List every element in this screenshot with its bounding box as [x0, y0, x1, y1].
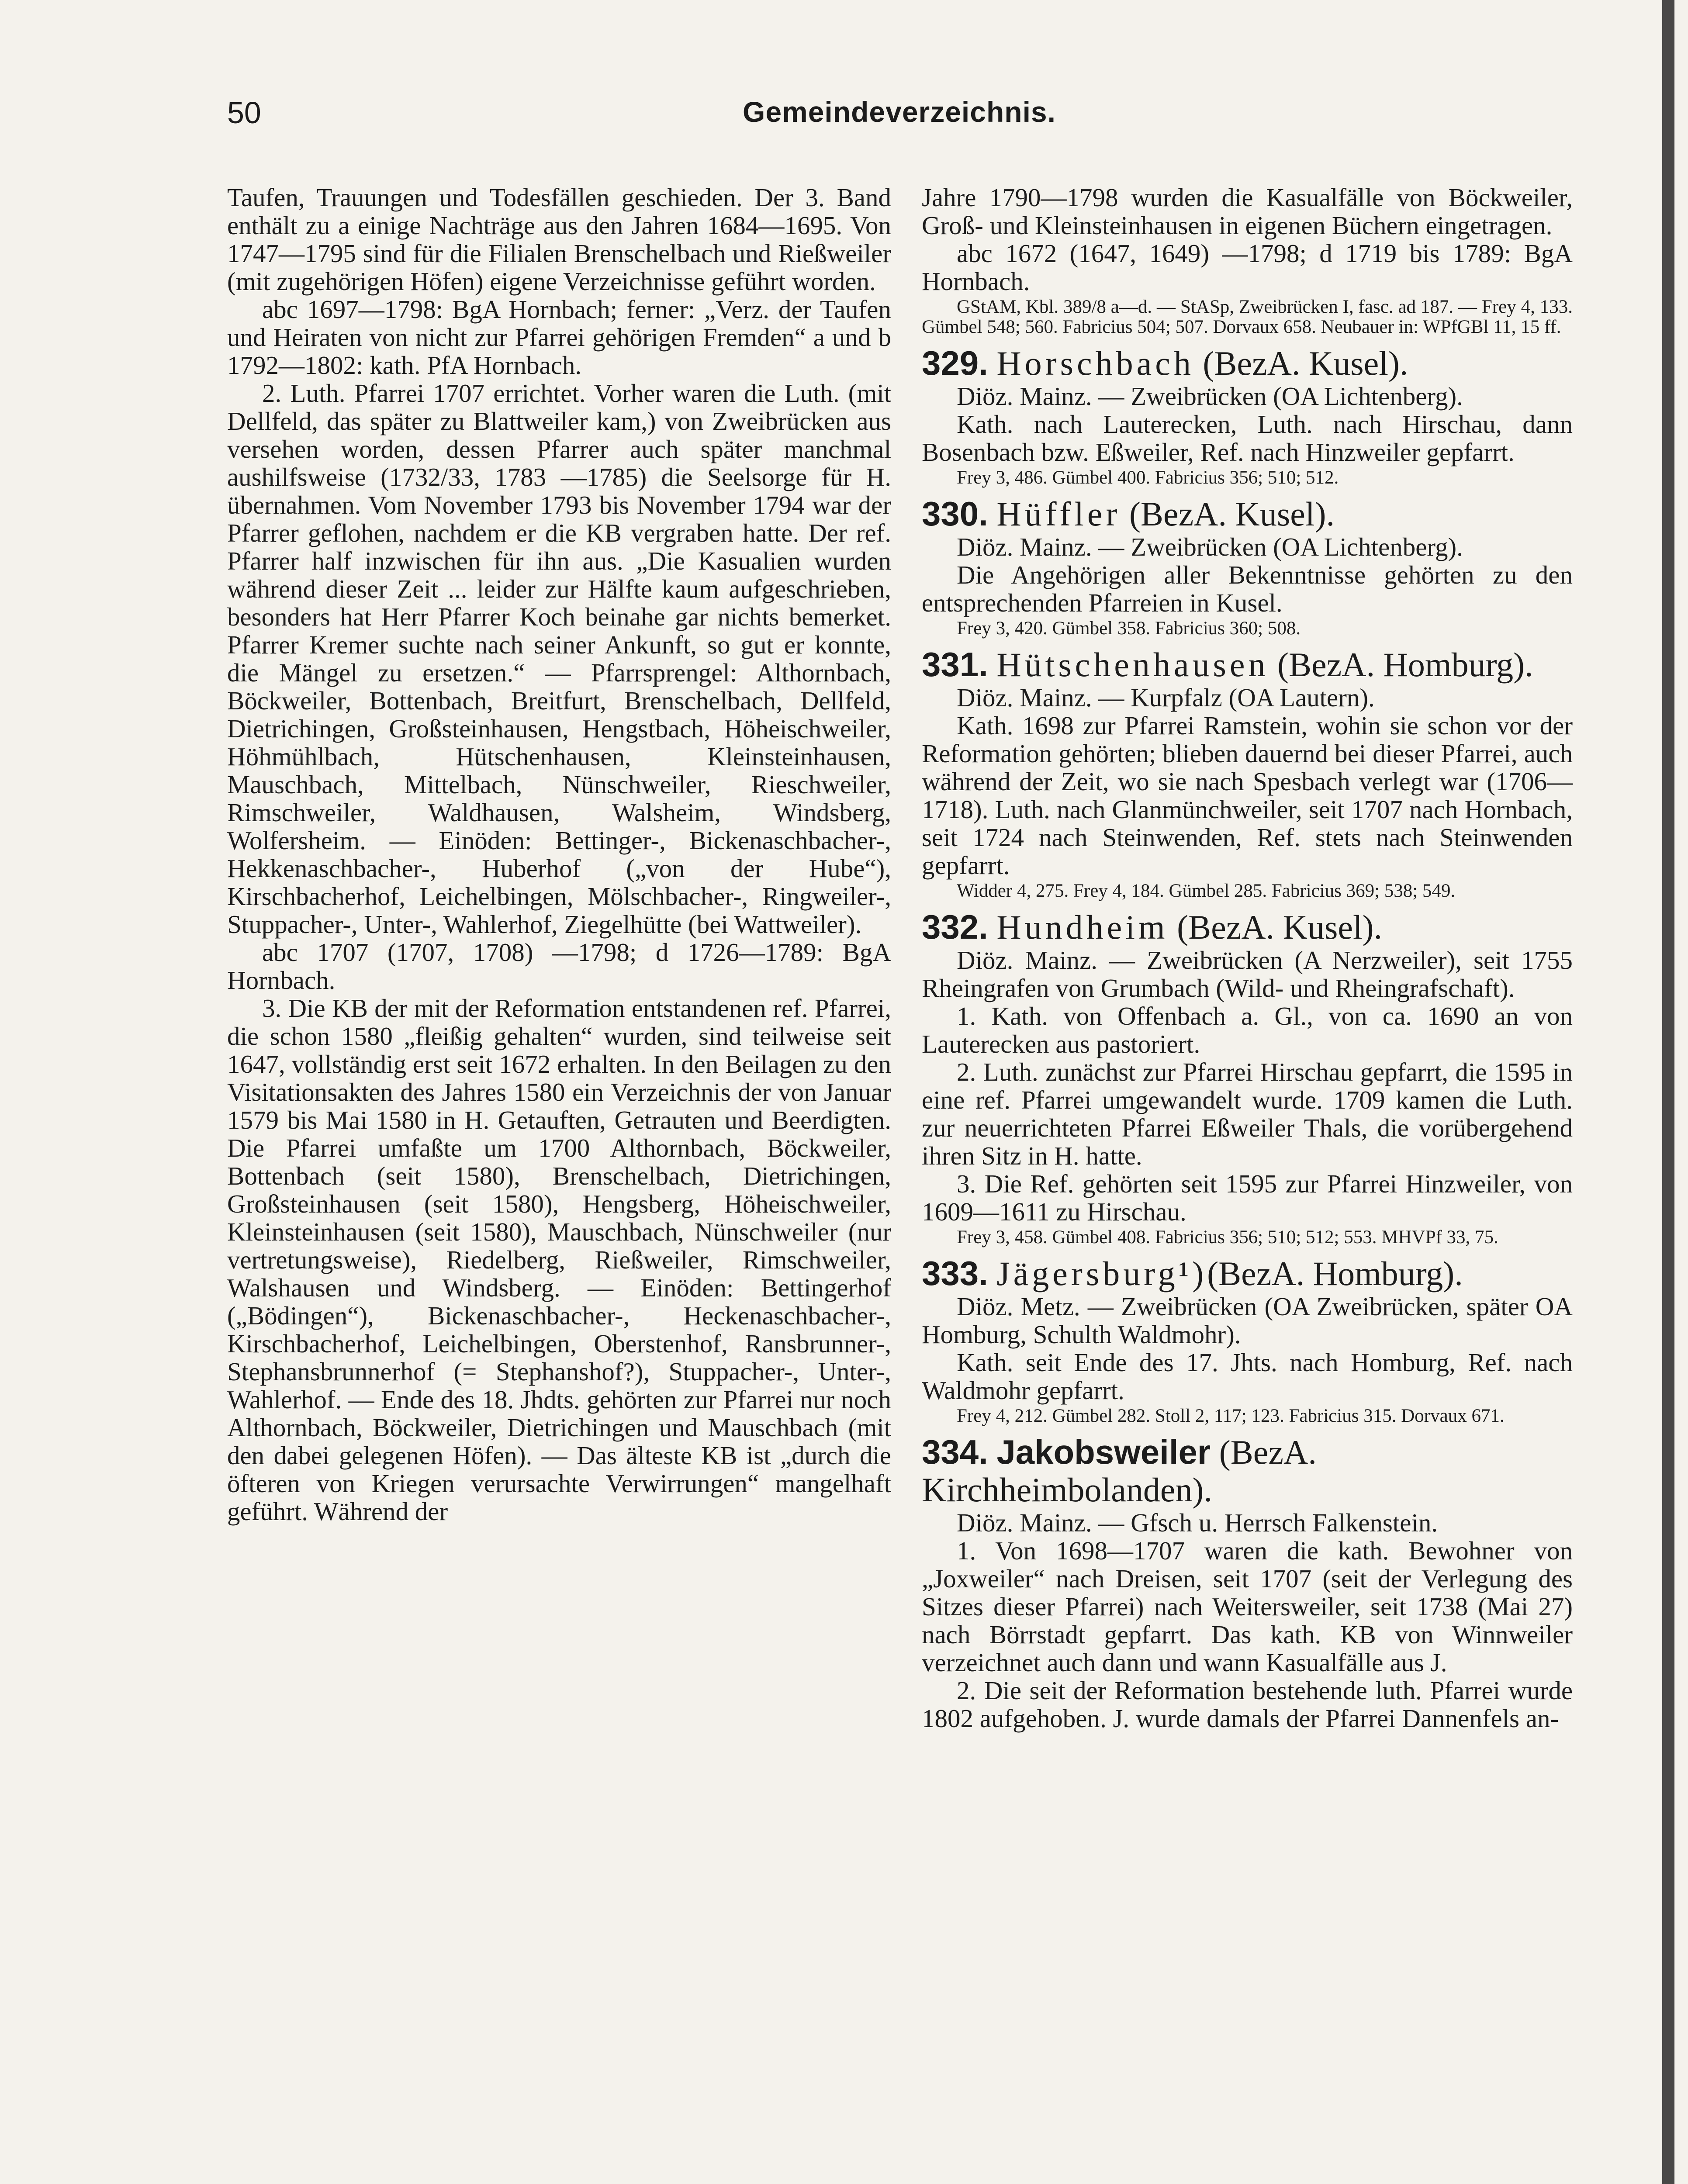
district: (BezA. Homburg). [1207, 1254, 1463, 1292]
place-name: Jägersburg¹) [996, 1254, 1207, 1292]
entry-number: 330. [922, 494, 988, 533]
entry-heading [922, 646, 1573, 684]
running-title: Gemeindeverzeichnis. [743, 96, 1056, 128]
entry-number: 329. [922, 344, 988, 382]
diocese-line: Diöz. Metz. — Zweibrücken (OA Zweibrücken, später OA Homburg, Schulth Waldmohr). [922, 1292, 1573, 1349]
district: (BezA. Kusel). [1121, 495, 1335, 533]
reference-list: Frey 3, 458. Gümbel 408. Fabricius 356; 510; 512; 553. MHVPf 33, 75. [957, 1227, 1498, 1248]
paragraph: 1. Von 1698—1707 waren die kath. Bewohner von „Joxweiler“ nach Dreisen, seit 1707 (seit der Verlegung des Sitzes dieser Pfarrei) nach Weitersweiler, seit 1738 (Mai 27) nach Börrstadt gepfarrt. Das kath. KB von Winnweiler verzeichnet auch dann und wann Kasualfälle aus J. [922, 1536, 1573, 1677]
paragraph: Kath. seit Ende des 17. Jhts. nach Homburg, Ref. nach Waldmohr gepfarrt. [922, 1348, 1573, 1405]
reference-list: GStAM, Kbl. 389/8 a—d. — StASp, Zweibrücken I, fasc. ad 187. — Frey 4, 133. Gümbel 548; 560. Fabricius 504; 507. Dorvaux 658. Neubauer in: WPfGBl 11, 15 ff. [922, 297, 1573, 337]
district: (BezA. Homburg). [1269, 646, 1533, 684]
page-edge-shadow [1662, 0, 1674, 2184]
district: (BezA. Kusel). [1194, 344, 1408, 382]
paragraph: 3. Die KB der mit der Reformation entstandenen ref. Pfarrei, die schon 1580 „fleißig gehalten“ wurden, sind teilweise seit 1647, vollständig erst seit 1672 erhalten. In den Beilagen zu den Visitationsakten des Jahres 1580 ein Verzeichnis der von Januar 1579 bis Mai 1580 in H. Getauften, Getrauten und Beerdigten. Die Pfarrei umfaßte um 1700 Althornbach, Böckweiler, Bottenbach (seit 1580), Brenschelbach, Dietrichingen, Großsteinhausen (seit 1580), Hengsberg, Höheischweiler, Kleinsteinhausen (seit 1580), Mauschbach, Nünschweiler (nur vertretungsweise), Riedelberg, Rießweiler, Rimschweiler, Walshausen und Windsberg. — Einöden: Bettingerhof („Bödingen“), Bickenaschbacher-, Heckenaschbacher-, Kirschbacherhof, Leichelbingen, Oberstenhof, Ransbrunner-, Stephansbrunnerhof (= Stephanshof?), Stuppacher-, Unter-, Wahlerhof. — Ende des 18. Jhdts. gehörten zur Pfarrei nur noch Althornbach, Böckweiler, Dietrichingen und Mauschbach (mit den dabei gelegenen Höfen). — Das älteste KB ist „durch die öfteren von Kriegen verursachte Verwirrungen“ mangelhaft geführt. Während der [227, 994, 891, 1526]
diocese-line: Diöz. Mainz. — Zweibrücken (OA Lichtenberg). [957, 382, 1463, 411]
page-number: 50 [227, 96, 261, 130]
paragraph: Kath. nach Lauterecken, Luth. nach Hirschau, dann Bosenbach bzw. Eßweiler, Ref. nach Hinzweiler gepfarrt. [922, 410, 1573, 467]
paragraph: Die Angehörigen aller Bekenntnisse gehörten zu den entsprechenden Pfarreien in Kusel. [922, 560, 1573, 617]
entry-heading [922, 495, 1573, 533]
district: (BezA. Kirchheimbolanden). [922, 1433, 1317, 1509]
place-name: Hundheim [996, 908, 1169, 946]
paragraph: 3. Die Ref. gehörten seit 1595 zur Pfarrei Hinzweiler, von 1609—1611 zu Hirschau. [922, 1169, 1573, 1226]
paragraph: Kath. 1698 zur Pfarrei Ramstein, wohin sie schon vor der Reformation gehörten; blieben dauernd bei dieser Pfarrei, auch während der Zeit, wo sie nach Spesbach verlegt war (1706—1718). Luth. nach Glanmünchweiler, seit 1707 nach Hornbach, seit 1724 nach Steinwenden, Ref. stets nach Steinwenden gepfarrt. [922, 711, 1573, 880]
entry-number: 333. [922, 1254, 988, 1292]
place-name: Hütschenhausen [996, 646, 1269, 684]
paragraph: Taufen, Trauungen und Todesfällen geschieden. Der 3. Band enthält zu a einige Nachträge aus den Jahren 1684—1695. Von 1747—1795 sind für die Filialen Brenschelbach und Rießweiler (mit zugehörigen Höfen) eigene Verzeichnisse geführt worden. [227, 183, 891, 296]
diocese-line: Diöz. Mainz. — Kurpfalz (OA Lautern). [957, 683, 1375, 712]
paragraph: 2. Luth. zunächst zur Pfarrei Hirschau gepfarrt, die 1595 in eine ref. Pfarrei umgewandelt wurde. 1709 kamen die Luth. zur neuerrichteten Pfarrei Eßweiler Thals, die vorübergehend ihren Sitz in H. hatte. [922, 1057, 1573, 1170]
reference-list: Widder 4, 275. Frey 4, 184. Gümbel 285. Fabricius 369; 538; 549. [957, 881, 1456, 901]
diocese-line: Diöz. Mainz. — Gfsch u. Herrsch Falkenstein. [957, 1508, 1438, 1537]
entry-number: 331. [922, 645, 988, 684]
place-name: Hüffler [996, 495, 1121, 533]
paragraph: abc 1697—1798: BgA Hornbach; ferner: „Verz. der Taufen und Heiraten von nicht zur Pfarrei gehörigen Fremden“ a und b 1792—1802: kath. PfA Hornbach. [227, 295, 891, 380]
entry-heading [922, 344, 1573, 382]
reference-list: Frey 3, 486. Gümbel 400. Fabricius 356; 510; 512. [957, 467, 1339, 488]
diocese-line: Diöz. Mainz. — Zweibrücken (OA Lichtenberg). [957, 532, 1463, 561]
paragraph: 2. Die seit der Reformation bestehende luth. Pfarrei wurde 1802 aufgehoben. J. wurde damals der Pfarrei Dannenfels an- [922, 1676, 1573, 1733]
entry-number: 334. [922, 1433, 988, 1471]
paragraph: Jahre 1790—1798 wurden die Kasualfälle von Böckweiler, Groß- und Kleinsteinhausen in eigenen Büchern eingetragen. [922, 183, 1573, 240]
reference-list: Frey 3, 420. Gümbel 358. Fabricius 360; 508. [957, 618, 1301, 639]
entry-heading [922, 1433, 1573, 1509]
entry-heading [922, 1254, 1573, 1292]
paragraph: abc 1672 (1647, 1649) —1798; d 1719 bis 1789: BgA Hornbach. [922, 239, 1573, 296]
place-name: Horschbach [996, 344, 1194, 382]
reference-list: Frey 4, 212. Gümbel 282. Stoll 2, 117; 123. Fabricius 315. Dorvaux 671. [957, 1406, 1505, 1426]
entry-number: 332. [922, 908, 988, 946]
paragraph: 1. Kath. von Offenbach a. Gl., von ca. 1690 an von Lauterecken aus pastoriert. [922, 1002, 1573, 1058]
entry-heading [922, 908, 1573, 946]
left-column [227, 183, 891, 1525]
district: (BezA. Kusel). [1168, 908, 1383, 946]
paragraph: 2. Luth. Pfarrei 1707 errichtet. Vorher waren die Luth. (mit Dellfeld, das später zu Blattweiler kam,) von Zweibrücken aus versehen worden, dessen Pfarrer auch später manchmal aushilfsweise (1732/33, 1783 —1785) die Seelsorge für H. übernahmen. Vom November 1793 bis November 1794 war der Pfarrer geflohen, nachdem er die KB vergraben hatte. Der ref. Pfarrer half inzwischen für ihn aus. „Die Kasualien wurden während dieser Zeit ... leider zur Hälfte kaum aufgeschrieben, besonders hat Herr Pfarrer Koch beinahe gar nichts bemerket. Pfarrer Kremer suchte nach seiner Ankunft, so gut er konnte, die Mängel zu ersetzen.“ — Pfarrsprengel: Althornbach, Böckweiler, Bottenbach, Breitfurt, Brenschelbach, Dellfeld, Dietrichingen, Großsteinhausen, Hengstbach, Höheischweiler, Höhmühlbach, Hütschenhausen, Kleinsteinhausen, Mauschbach, Mittelbach, Nünschweiler, Rieschweiler, Rimschweiler, Waldhausen, Walsheim, Windsberg, Wolfersheim. — Einöden: Bettinger-, Bickenaschbacher-, Hekkenaschbacher-, Huberhof („von der Hube“), Kirschbacherhof, Leichelbingen, Mölschbacher-, Ringweiler-, Stuppacher-, Unter-, Wahlerhof, Ziegelhütte (bei Wattweiler). [227, 379, 891, 939]
paragraph: abc 1707 (1707, 1708) —1798; d 1726—1789: BgA Hornbach. [227, 938, 891, 995]
diocese-line: Diöz. Mainz. — Zweibrücken (A Nerzweiler), seit 1755 Rheingrafen von Grumbach (Wild- und Rheingrafschaft). [922, 946, 1573, 1002]
place-name: Jakobsweiler [996, 1433, 1211, 1471]
right-column [922, 183, 1573, 1732]
